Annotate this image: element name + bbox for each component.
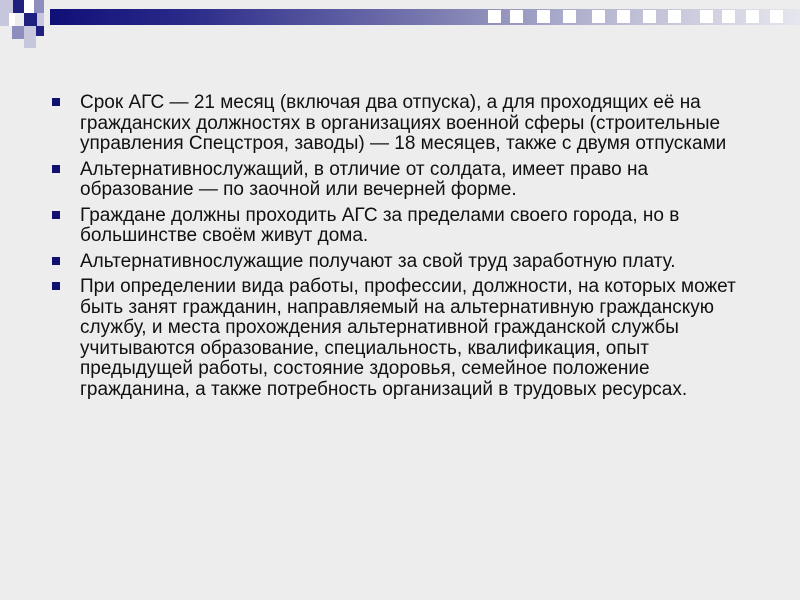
decor-square (0, 13, 9, 26)
decor-square (563, 10, 576, 23)
header-decoration (0, 0, 800, 50)
decor-square (36, 26, 44, 36)
bullet-item (50, 93, 750, 155)
square-bullet-icon (52, 282, 60, 290)
decor-square (722, 10, 735, 23)
decor-square (770, 10, 783, 23)
decor-square (668, 10, 681, 23)
square-bullet-icon (52, 98, 60, 106)
decor-square (0, 0, 13, 13)
decor-square (34, 0, 44, 13)
bullet-item (50, 252, 750, 273)
header-gradient-bar (50, 9, 800, 25)
bullet-item (50, 160, 750, 201)
decor-square (700, 10, 713, 23)
decor-square (592, 10, 605, 23)
decor-square (24, 0, 34, 13)
decor-square (746, 10, 759, 23)
bullet-item (50, 206, 750, 247)
decor-square (643, 10, 656, 23)
bullet-text: Граждане должны проходить АГС за пределами своего города, но в большинстве своём живут дома. (80, 204, 680, 246)
decor-square (24, 37, 36, 48)
bullet-text: При определении вида работы, профессии, должности, на которых может быть занят гражданин, направляемый на альтернативную гражданскую службу, и места прохождения альтернативной гражданской службы учитываются образование, специальность, квалификация, опыт предыдущей работы, состояние здоровья, семейное положение гражданина, а также потребность организаций в трудовых ресурсах. (80, 276, 736, 400)
bullet-list (50, 93, 750, 405)
decor-square (37, 13, 44, 26)
decor-square (24, 13, 37, 26)
decor-square (617, 10, 630, 23)
decor-square (510, 10, 523, 23)
square-bullet-icon (52, 165, 60, 173)
decor-square (537, 10, 550, 23)
bullet-item (50, 277, 750, 400)
square-bullet-icon (52, 257, 60, 265)
decor-square (9, 13, 15, 26)
bullet-text: Альтернативнослужащие получают за свой труд заработную плату. (80, 250, 676, 272)
bullet-text: Срок АГС — 21 месяц (включая два отпуска), а для проходящих её на гражданских должностях в организациях военной сферы (строительные управления Спецстроя, заводы) — 18 месяцев, также с двумя отпусками (80, 92, 727, 154)
decor-square (13, 0, 24, 13)
bullet-text: Альтернативнослужащий, в отличие от солдата, имеет право на образование — по заочной или вечерней форме. (80, 158, 649, 200)
decor-square (488, 10, 501, 23)
square-bullet-icon (52, 211, 60, 219)
decor-square (12, 26, 24, 39)
